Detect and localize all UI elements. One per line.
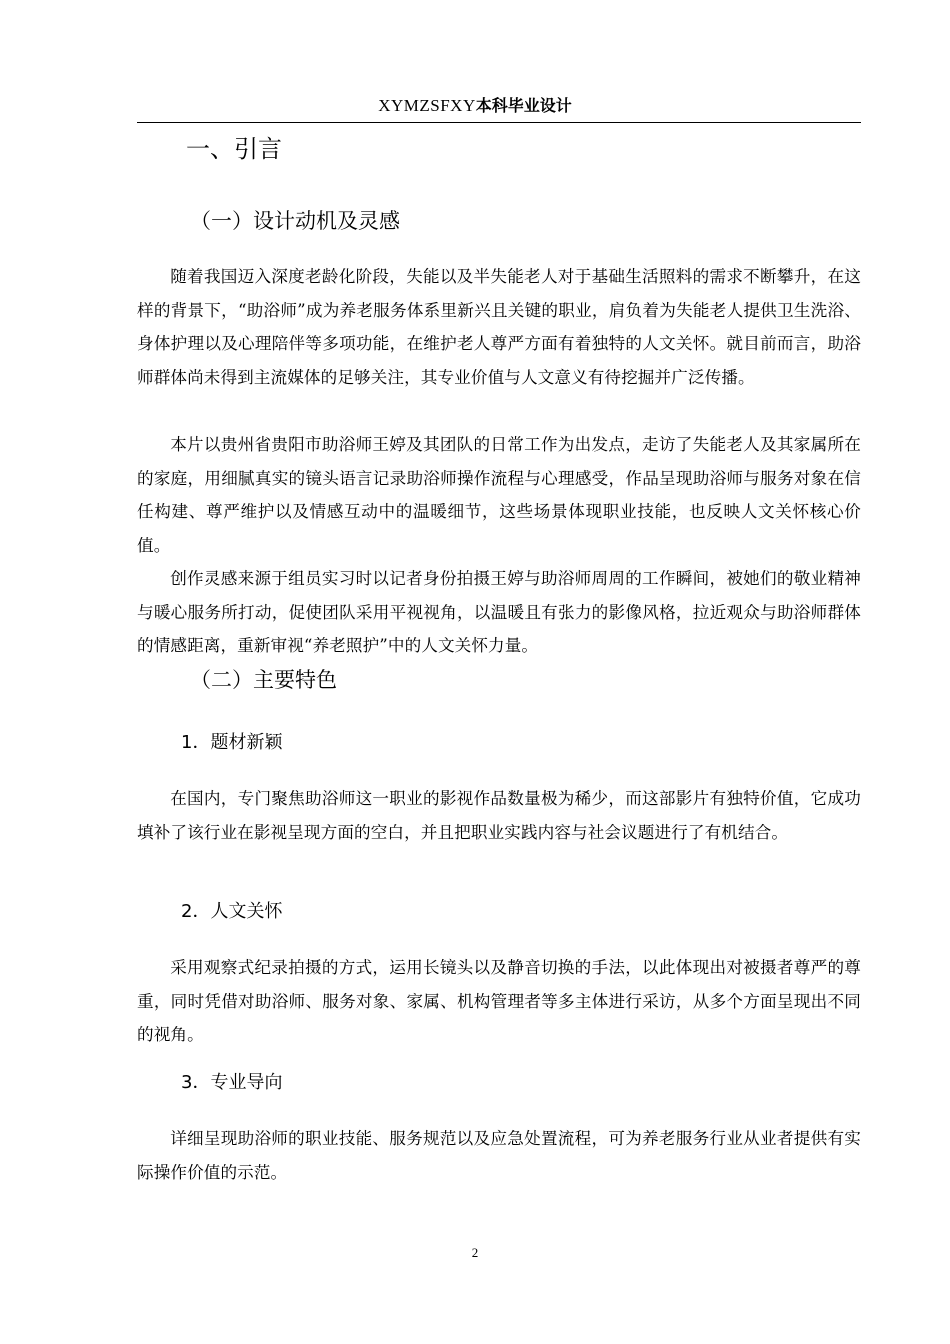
page-header — [0, 94, 950, 118]
header-rule — [137, 122, 861, 123]
feature-heading-2: 2．人文关怀 — [181, 901, 283, 922]
chapter-heading: 一、引言 — [186, 135, 282, 163]
feature-paragraph-2: 采用观察式纪录拍摄的方式，运用长镜头以及静音切换的手法，以此体现出对被摄者尊严的尊重，同时凭借对助浴师、服务对象、家属、机构管理者等多主体进行采访，从多个方面呈现出不同的视角。 — [137, 958, 861, 1045]
paragraph-motivation-3: 创作灵感来源于组员实习时以记者身份拍摄王婷与助浴师周周的工作瞬间，被她们的敬业精神与暖心服务所打动，促使团队采用平视视角，以温暖且有张力的影像风格，拉近观众与助浴师群体的情感距离，重新审视“养老照护”中的人文关怀力量。 — [137, 569, 861, 656]
feature-heading-1: 1．题材新颖 — [181, 732, 283, 753]
feature-paragraph-3: 详细呈现助浴师的职业技能、服务规范以及应急处置流程，可为养老服务行业从业者提供有实际操作价值的示范。 — [137, 1129, 861, 1182]
feature-heading-3: 3．专业导向 — [181, 1072, 283, 1093]
paragraph-motivation-1: 随着我国迈入深度老龄化阶段，失能以及半失能老人对于基础生活照料的需求不断攀升，在这样的背景下，“助浴师”成为养老服务体系里新兴且关键的职业，肩负着为失能老人提供卫生洗浴、身体护理以及心理陪伴等多项功能，在维护老人尊严方面有着独特的人文关怀。就目前而言，助浴师群体尚未得到主流媒体的足够关注，其专业价值与人文意义有待挖掘并广泛传播。 — [137, 267, 861, 387]
section-heading-features: （二）主要特色 — [190, 668, 337, 692]
page-number: 2 — [471, 1245, 479, 1260]
header-latin: XYMZSFXY — [378, 96, 476, 115]
header-title: 本科毕业设计 — [475, 96, 572, 115]
feature-paragraph-1: 在国内，专门聚焦助浴师这一职业的影视作品数量极为稀少，而这部影片有独特价值，它成功填补了该行业在影视呈现方面的空白，并且把职业实践内容与社会议题进行了有机结合。 — [137, 789, 861, 842]
paragraph-motivation-2: 本片以贵州省贵阳市助浴师王婷及其团队的日常工作为出发点，走访了失能老人及其家属所在的家庭，用细腻真实的镜头语言记录助浴师操作流程与心理感受，作品呈现助浴师与服务对象在信任构建、尊严维护以及情感互动中的温暖细节，这些场景体现职业技能，也反映人文关怀核心价值。 — [137, 435, 861, 555]
section-heading-motivation: （一）设计动机及灵感 — [190, 209, 400, 233]
